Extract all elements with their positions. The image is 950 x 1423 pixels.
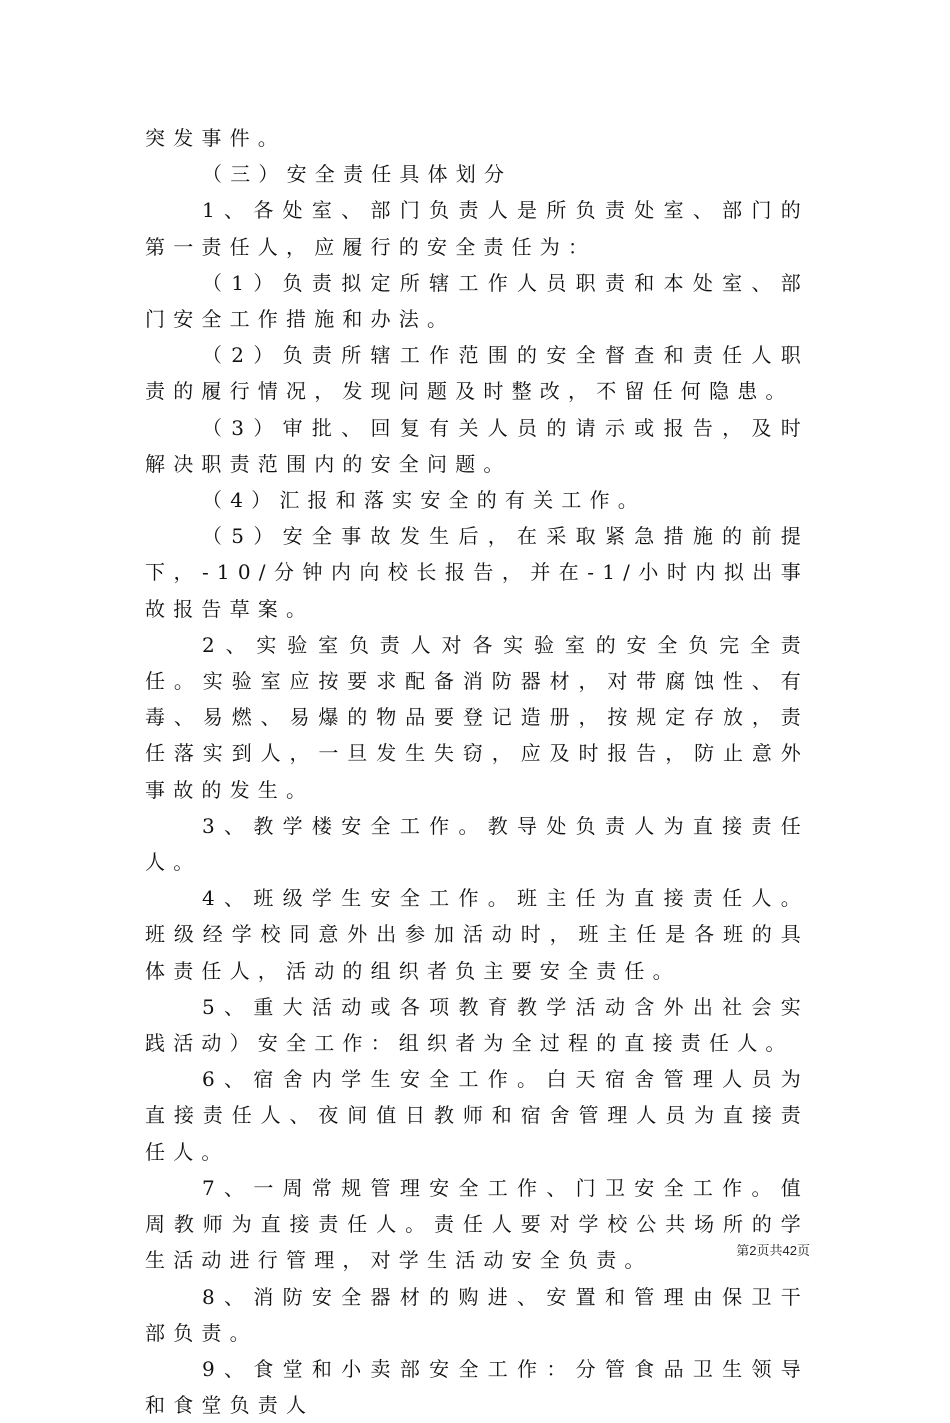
sub-item-4: （4）汇报和落实安全的有关工作。 bbox=[202, 488, 646, 513]
paragraph-item-8: 8、消防安全器材的购进、安置和管理由保卫干部负责。 bbox=[145, 1284, 809, 1345]
paragraph-item-4: 4、班级学生安全工作。班主任为直接责任人。班级经学校同意外出参加活动时，班主任是各班的具体责任人，活动的组织者负主要安全责任。 bbox=[145, 886, 809, 983]
paragraph-item-2: 2、实验室负责人对各实验室的安全负完全责任。实验室应按要求配备消防器材，对带腐蚀性、有毒、易燃、易爆的物品要登记造册，按规定存放，责任落实到人，一旦发生失窃，应及时报告，防止意外事故的发生。 bbox=[145, 632, 809, 802]
paragraph-item-6: 6、宿舍内学生安全工作。白天宿舍管理人员为直接责任人、夜间值日教师和宿舍管理人员为直接责任人。 bbox=[145, 1067, 809, 1164]
section-heading: （三）安全责任具体划分 bbox=[202, 162, 513, 187]
sub-item-1: （1）负责拟定所辖工作人员职责和本处室、部门安全工作措施和办法。 bbox=[145, 270, 809, 332]
sub-item-2: （2）负责所辖工作范围的安全督查和责任人职责的履行情况，发现问题及时整改，不留任何隐患。 bbox=[145, 343, 809, 404]
page-number: 第2页共42页 bbox=[736, 1243, 810, 1258]
paragraph-item-1: 1、各处室、部门负责人是所负责处室、部门的第一责任人，应履行的安全责任为： bbox=[145, 198, 809, 259]
paragraph-item-3: 3、教学楼安全工作。教导处负责人为直接责任人。 bbox=[145, 813, 809, 875]
paragraph-item-9: 9、食堂和小卖部安全工作：分管食品卫生领导和食堂负责人 bbox=[145, 1356, 809, 1418]
sub-item-5: （5）安全事故发生后，在采取紧急措施的前提下，-10/分钟内向校长报告，并在-1/小时内拟出事故报告草案。 bbox=[145, 524, 809, 621]
paragraph-continuation: 突发事件。 bbox=[145, 126, 286, 150]
sub-item-3: （3）审批、回复有关人员的请示或报告，及时解决职责范围内的安全问题。 bbox=[145, 415, 809, 476]
paragraph-item-5: 5、重大活动或各项教育教学活动含外出社会实践活动）安全工作：组织者为全过程的直接责任人。 bbox=[145, 994, 809, 1056]
document-body bbox=[145, 120, 809, 1423]
paragraph-item-7: 7、一周常规管理安全工作、门卫安全工作。值周教师为直接责任人。责任人要对学校公共场所的学生活动进行管理，对学生活动安全负责。 bbox=[145, 1175, 809, 1273]
